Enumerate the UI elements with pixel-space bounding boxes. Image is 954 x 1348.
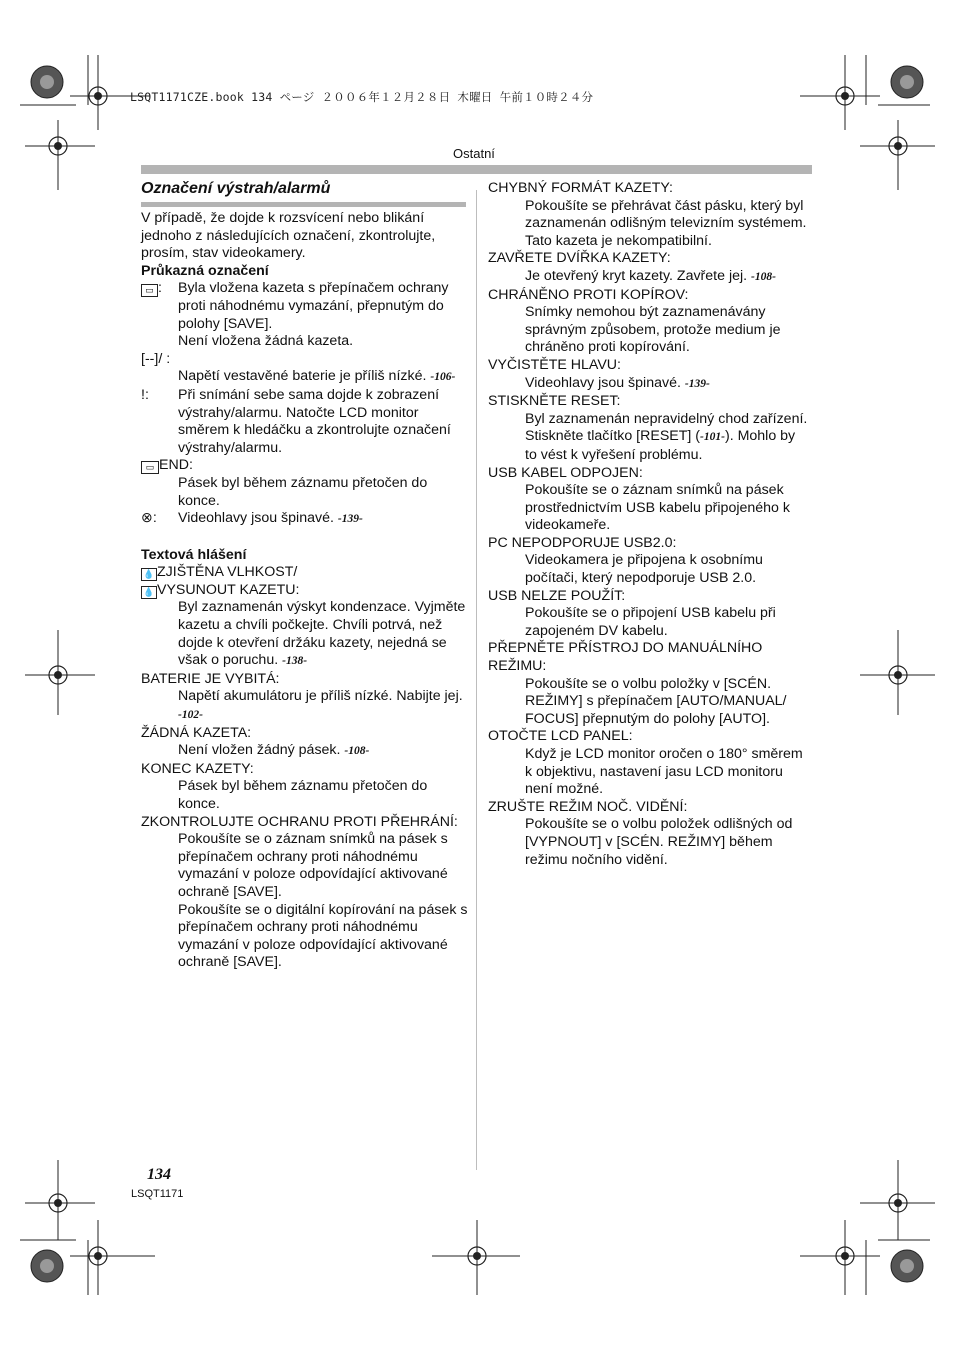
column-divider bbox=[476, 190, 477, 1170]
message-title: ZRUŠTE REŽIM NOČ. VIDĚNÍ: bbox=[488, 798, 688, 815]
dirty-head-icon: ⊗: bbox=[141, 510, 157, 527]
condensation-icon: 💧 bbox=[141, 586, 157, 599]
indicator-text: Při snímání sebe sama dojde k zobrazení výstrahy/alarmu. Natočte LCD monitor směrem k hledáčku a zkontrolujte označení výstrahy/alarmu. bbox=[178, 386, 451, 456]
message-body: Pokoušíte se o záznam snímků na pásek prostřednictvím USB kabelu připojeného k videokameře. bbox=[525, 482, 790, 534]
message-title: ZKONTROLUJTE OCHRANU PROTI PŘEHRÁNÍ: bbox=[141, 813, 458, 830]
page-ref: -101- bbox=[700, 431, 725, 444]
page-ref: -108- bbox=[751, 270, 776, 283]
message-body: Byl zaznamenán výskyt kondenzace. Vyjměte kazetu a chvíli počkejte. Chvíli potrvá, než dojde k otevření držáku kazety, nejedná se však o poruchu. -138- bbox=[178, 599, 466, 669]
message-body: Videokamera je připojena k osobnímu počítači, který nepodporuje USB 2.0. bbox=[525, 552, 763, 587]
indicator-text: Není vložena žádná kazeta. bbox=[178, 333, 354, 350]
message-body: Je otevřený kryt kazety. Zavřete jej. -108- bbox=[525, 267, 776, 284]
message-title: 💧 ZJIŠTĚNA VLHKOST/ bbox=[141, 564, 471, 582]
page-ref: -106- bbox=[430, 371, 456, 384]
title-underline bbox=[141, 202, 466, 207]
message-title: KONEC KAZETY: bbox=[141, 760, 254, 777]
message-title: VYČISTĚTE HLAVU: bbox=[488, 356, 621, 373]
message-body: Pokoušíte se o volbu položek odlišných od [VYPNOUT] v [SCÉN. REŽIMY] během režimu nočního vidění. bbox=[525, 816, 793, 868]
page-ref: -108- bbox=[344, 745, 370, 758]
message-body: Není vložen žádný pásek. -108- bbox=[178, 742, 370, 759]
text-messages-heading: Textová hlášení bbox=[141, 546, 247, 563]
indicator-item bbox=[141, 280, 471, 350]
message-title: BATERIE JE VYBITÁ: bbox=[141, 670, 280, 687]
message-title: STISKNĚTE RESET: bbox=[488, 393, 621, 410]
message-title: OTOČTE LCD PANEL: bbox=[488, 728, 633, 745]
message-body: Napětí akumulátoru je příliš nízké. Nabijte jej. -102- bbox=[178, 688, 463, 722]
message-body: Pokoušíte se o záznam snímků na pásek s přepínačem ochrany proti náhodnému vymazání v poloze odpovídající aktivované ochraně [SAVE]. bbox=[178, 831, 448, 900]
indicators-heading: Průkazná označení bbox=[141, 262, 269, 279]
message-body: Pokoušíte se o digitální kopírování na pásek s přepínačem ochrany proti náhodnému vymazání v poloze odpovídající aktivované ochraně [SAVE]. bbox=[178, 901, 468, 971]
message-title: 💧 VYSUNOUT KAZETU: bbox=[141, 582, 471, 600]
message-title: PC NEPODPORUJE USB2.0: bbox=[488, 534, 677, 551]
book-header-line: LSQT1171CZE.book 134 ページ ２００６年１２月２８日 木曜日 午前１０時２４分 bbox=[130, 90, 594, 104]
message-body: Pokoušíte se o připojení USB kabelu při zapojeném DV kabelu. bbox=[525, 605, 776, 639]
backup-battery-icon: [--]/ : bbox=[141, 350, 171, 367]
message-body: Pokoušíte se o volbu položky v [SCÉN. REŽIMY] s přepínačem [AUTO/MANUAL/ FOCUS] přepnutým do polohy [AUTO]. bbox=[525, 675, 787, 727]
indicator-item bbox=[141, 387, 471, 457]
message-body: Byl zaznamenán nepravidelný chod zařízení. Stiskněte tlačítko [RESET] (-101-). Mohlo by to vést k vyřešení problému. bbox=[525, 410, 808, 463]
model-code: LSQT1171 bbox=[131, 1188, 184, 1200]
message-title: USB NELZE POUŽÍT: bbox=[488, 587, 626, 604]
page-ref: -139- bbox=[337, 513, 363, 526]
indicator-text: Napětí vestavěné baterie je příliš nízké. -106- bbox=[178, 368, 456, 385]
condensation-icon: 💧 bbox=[141, 568, 157, 581]
page-ref: -139- bbox=[684, 377, 710, 390]
message-body: Videohlavy jsou špinavé. -139- bbox=[525, 374, 710, 391]
message-body: Pokoušíte se přehrávat část pásku, který byl zaznamenán odlišným televizním systémem. Tato kazeta je nekompatibilní. bbox=[525, 197, 807, 249]
message-body: Pásek byl během záznamu přetočen do konce. bbox=[178, 778, 428, 812]
message-title: PŘEPNĚTE PŘÍSTROJ DO MANUÁLNÍHO REŽIMU: bbox=[488, 640, 763, 675]
message-title: USB KABEL ODPOJEN: bbox=[488, 464, 643, 481]
indicator-text: Byla vložena kazeta s přepínačem ochrany proti náhodnému vymazání, přepnutým do polohy [SAVE]. bbox=[178, 280, 449, 332]
message-title: ZAVŘETE DVÍŘKA KAZETY: bbox=[488, 250, 671, 267]
right-column bbox=[488, 180, 808, 869]
page-ref: -102- bbox=[178, 709, 203, 722]
page-ref: -138- bbox=[282, 655, 308, 668]
intro-text: V případě, že dojde k rozsvícení nebo blikání jednoho z následujících označení, zkontrolujte, prosím, stav videokamery. bbox=[141, 210, 436, 262]
message-title: ŽÁDNÁ KAZETA: bbox=[141, 724, 252, 741]
section-label: Ostatní bbox=[453, 146, 495, 161]
message-body: Snímky nemohou být zaznamenávány správným způsobem, protože medium je chráněno proti kopírování. bbox=[525, 304, 781, 356]
message-title: CHRÁNĚNO PROTI KOPÍROV: bbox=[488, 286, 689, 303]
page-title: Označení výstrah/alarmů bbox=[141, 180, 331, 197]
tape-icon: ▭ bbox=[141, 461, 159, 474]
warning-icon: !: bbox=[141, 386, 149, 403]
section-bar bbox=[141, 165, 812, 174]
indicator-symbol: ▭ END: bbox=[141, 457, 471, 475]
tape-protect-icon: ▭ : bbox=[141, 280, 178, 350]
message-title: CHYBNÝ FORMÁT KAZETY: bbox=[488, 180, 673, 196]
indicator-text: Pásek byl během záznamu přetočen do konce. bbox=[178, 474, 428, 509]
page-number: 134 bbox=[147, 1166, 171, 1183]
message-body: Když je LCD monitor oročen o 180° směrem k objektivu, nastavení jasu LCD monitoru není možné. bbox=[525, 746, 803, 798]
indicator-item bbox=[141, 510, 471, 529]
indicator-symbol bbox=[141, 351, 471, 369]
left-column bbox=[141, 210, 471, 972]
indicator-text: Videohlavy jsou špinavé. -139- bbox=[178, 510, 363, 527]
